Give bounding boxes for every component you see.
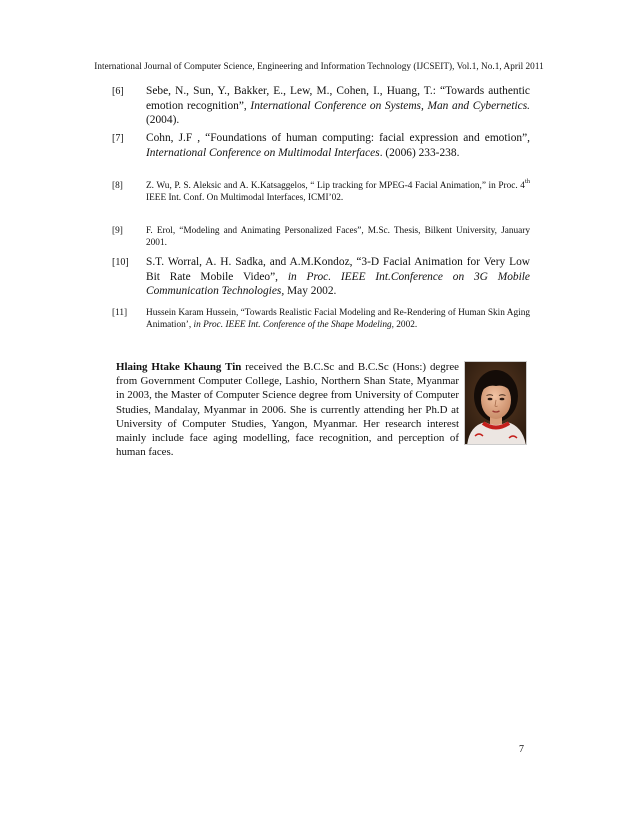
- reference-number: [10]: [112, 257, 129, 268]
- reference-text: Cohn, J.F , “Foundations of human computing: facial expression and emotion”, International Conference on Multimodal Interfaces. (2006) 233-238.: [146, 132, 530, 159]
- author-photo: [464, 361, 527, 445]
- reference-text: Z. Wu, P. S. Aleksic and A. K.Katsaggelos, “ Lip tracking for MPEG-4 Facial Animation,” in Proc. 4th IEEE Int. Conf. On Multimodal Interfaces, ICMI’02.: [146, 177, 530, 204]
- author-bio-text: received the B.C.Sc and B.C.Sc (Hons:) degree from Government Computer College, Lashio, Northern Shan State, Myanmar in 2003, the Master of Computer Science degree from University of Computer Studies, Mandalay, Myanmar in 2006. She is currently attending her Ph.D at University of Computer Studies, Yangon, Myanmar. Her research interest mainly include face aging modelling, face recognition, and perception of human faces.: [116, 361, 459, 459]
- reference-item: [112, 177, 530, 205]
- author-biography: [116, 360, 459, 459]
- reference-text: Hussein Karam Hussein, “Towards Realistic Facial Modeling and Re-Rendering of Human Skin Aging Animation’, in Proc. IEEE Int. Conference of the Shape Modeling, 2002.: [146, 308, 530, 331]
- reference-number: [7]: [112, 133, 124, 144]
- reference-item: [112, 225, 530, 250]
- reference-text: S.T. Worral, A. H. Sadka, and A.M.Kondoz, “3-D Facial Animation for Very Low Bit Rate Mobile Video”, in Proc. IEEE Int.Conference on 3G Mobile Communication Technologies, May 2002.: [146, 256, 530, 297]
- reference-item: [112, 84, 530, 128]
- running-header: International Journal of Computer Science, Engineering and Information Technology (IJCSEIT), Vol.1, No.1, April 2011: [94, 61, 544, 71]
- reference-item: [112, 255, 530, 299]
- reference-number: [8]: [112, 181, 123, 191]
- reference-item: [112, 131, 530, 160]
- reference-number: [11]: [112, 308, 128, 318]
- reference-item: [112, 307, 530, 332]
- reference-number: [6]: [112, 86, 124, 97]
- reference-number: [9]: [112, 226, 123, 236]
- reference-text: Sebe, N., Sun, Y., Bakker, E., Lew, M., Cohen, I., Huang, T.: “Towards authentic emotion recognition”, International Conference on Systems, Man and Cybernetics. (2004).: [146, 85, 530, 126]
- page-number: 7: [519, 744, 524, 755]
- author-name: Hlaing Htake Khaung Tin: [116, 361, 242, 373]
- reference-text: F. Erol, “Modeling and Animating Personalized Faces”, M.Sc. Thesis, Bilkent University, January 2001.: [146, 226, 530, 249]
